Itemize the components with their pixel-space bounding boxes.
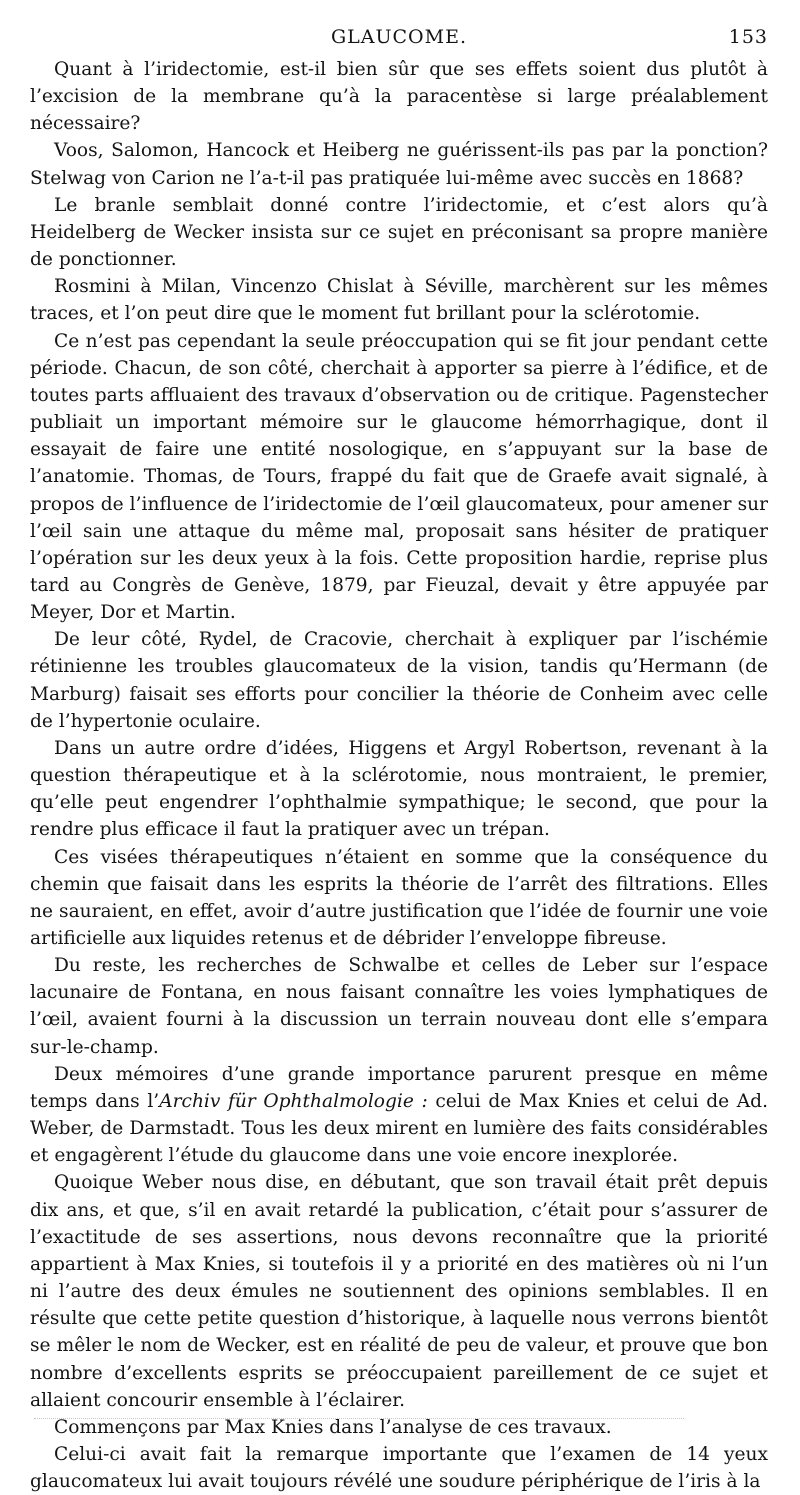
journal-title: Archiv für Ophthalmologie : [159, 1090, 428, 1112]
scan-artifact-line [34, 1418, 684, 1423]
paragraph-2: Voos, Salomon, Hancock et Heiberg ne guérissent-ils pas par la ponction? Stelwag von Carion ne l’a-t-il pas pratiquée lui-même avec succès en 1868? [30, 140, 768, 189]
running-head [30, 26, 768, 56]
paragraph-4: Rosmini à Milan, Vincenzo Chislat à Séville, marchèrent sur les mêmes traces, et l’on peut dire que le moment fut brillant pour la sclérotomie. [30, 276, 768, 325]
body-text [30, 56, 768, 1495]
book-page [30, 26, 768, 1495]
paragraph-12: Commençons par Max Knies dans l’analyse de ces travaux. [54, 1416, 612, 1438]
paragraph-10 [30, 1061, 768, 1170]
page-number: 153 [728, 26, 768, 48]
running-title: GLAUCOME. [330, 26, 467, 48]
paragraph-3: Le branle semblait donné contre l’iridectomie, et c’est alors qu’à Heidelberg de Wecker insista sur ce sujet en préconisant sa propre manière de ponctionner. [30, 194, 768, 271]
paragraph-9: Du reste, les recherches de Schwalbe et celles de Leber sur l’espace lacunaire de Fontana, en nous faisant connaître les voies lymphatiques de l’œil, avaient fourni à la discussion un terrain nouveau dont elle s’empara sur-le-champ. [30, 955, 768, 1058]
paragraph-10-start: Deux mémoires d’une grande importance parurent presque en même temps dans l’ [30, 1063, 768, 1112]
paragraph-1: Quant à l’iridectomie, est-il bien sûr que ses effets soient dus plutôt à l’excision de la membrane qu’à la paracentèse si large préalablement nécessaire? [30, 59, 768, 135]
paragraph-13: Celui-ci avait fait la remarque importante que l’examen de 14 yeux glaucomateux lui avait toujours révélé une soudure périphérique de l’iris à la [30, 1443, 768, 1493]
paragraph-8: Ces visées thérapeutiques n’étaient en somme que la conséquence du chemin que faisait dans les esprits la théorie de l’arrêt des filtrations. Elles ne sauraient, en effet, avoir d’autre justification que l’idée de fournir une voie artificielle aux liquides retenus et de débrider l’enveloppe fibreuse. [30, 846, 768, 949]
paragraph-6: De leur côté, Rydel, de Cracovie, cherchait à expliquer par l’ischémie rétinienne les troubles glaucomateux de la vision, tandis qu’Hermann (de Marburg) faisait ses efforts pour concilier la théorie de Conheim avec celle de l’hypertonie oculaire. [30, 629, 768, 732]
paragraph-10-end: celui de Max Knies et celui de Ad. Weber, de Darmstadt. Tous les deux mirent en lumière des faits considérables et engagèrent l’étude du glaucome dans une voie encore inexplorée. [30, 1090, 768, 1167]
paragraph-5: Ce n’est pas cependant la seule préoccupation qui se fit jour pendant cette période. Chacun, de son côté, cherchait à apporter sa pierre à l’édifice, et de toutes parts affluaient des travaux d’observation ou de critique. Pagenstecher publiait un important mémoire sur le glaucome hémorrhagique, dont il essayait de faire une entité nosologique, en s’appuyant sur la base de l’anatomie. Thomas, de Tours, frappé du fait que de Graefe avait signalé, à propos de l’influence de l’iridectomie de l’œil glaucomateux, pour amener sur l’œil sain une attaque du même mal, proposait sans hésiter de pratiquer l’opération sur les deux yeux à la fois. Cette proposition hardie, reprise plus tard au Congrès de Genève, 1879, par Fieuzal, devait y être appuyée par Meyer, Dor et Martin. [30, 330, 768, 624]
paragraph-11: Quoique Weber nous dise, en débutant, que son travail était prêt depuis dix ans, et que, s’il en avait retardé la publication, c’était pour s’assurer de l’exactitude de ses assertions, nous devons reconnaître que la priorité appartient à Max Knies, si toutefois il y a priorité en des matières où ni l’un ni l’autre des deux émules ne soutiennent des opinions semblables. Il en résulte que cette petite question d’historique, à laquelle nous verrons bientôt se mêler le nom de Wecker, est en réalité de peu de valeur, et prouve que bon nombre d’excellents esprits se préoccupaient pareillement de ce sujet et allaient concourir ensemble à l’éclairer. [30, 1172, 768, 1411]
paragraph-7: Dans un autre ordre d’idées, Higgens et Argyl Robertson, revenant à la question thérapeutique et à la sclérotomie, nous montraient, le premier, qu’elle peut engendrer l’ophthalmie sympathique; le second, que pour la rendre plus efficace il faut la pratiquer avec un trépan. [30, 737, 768, 841]
